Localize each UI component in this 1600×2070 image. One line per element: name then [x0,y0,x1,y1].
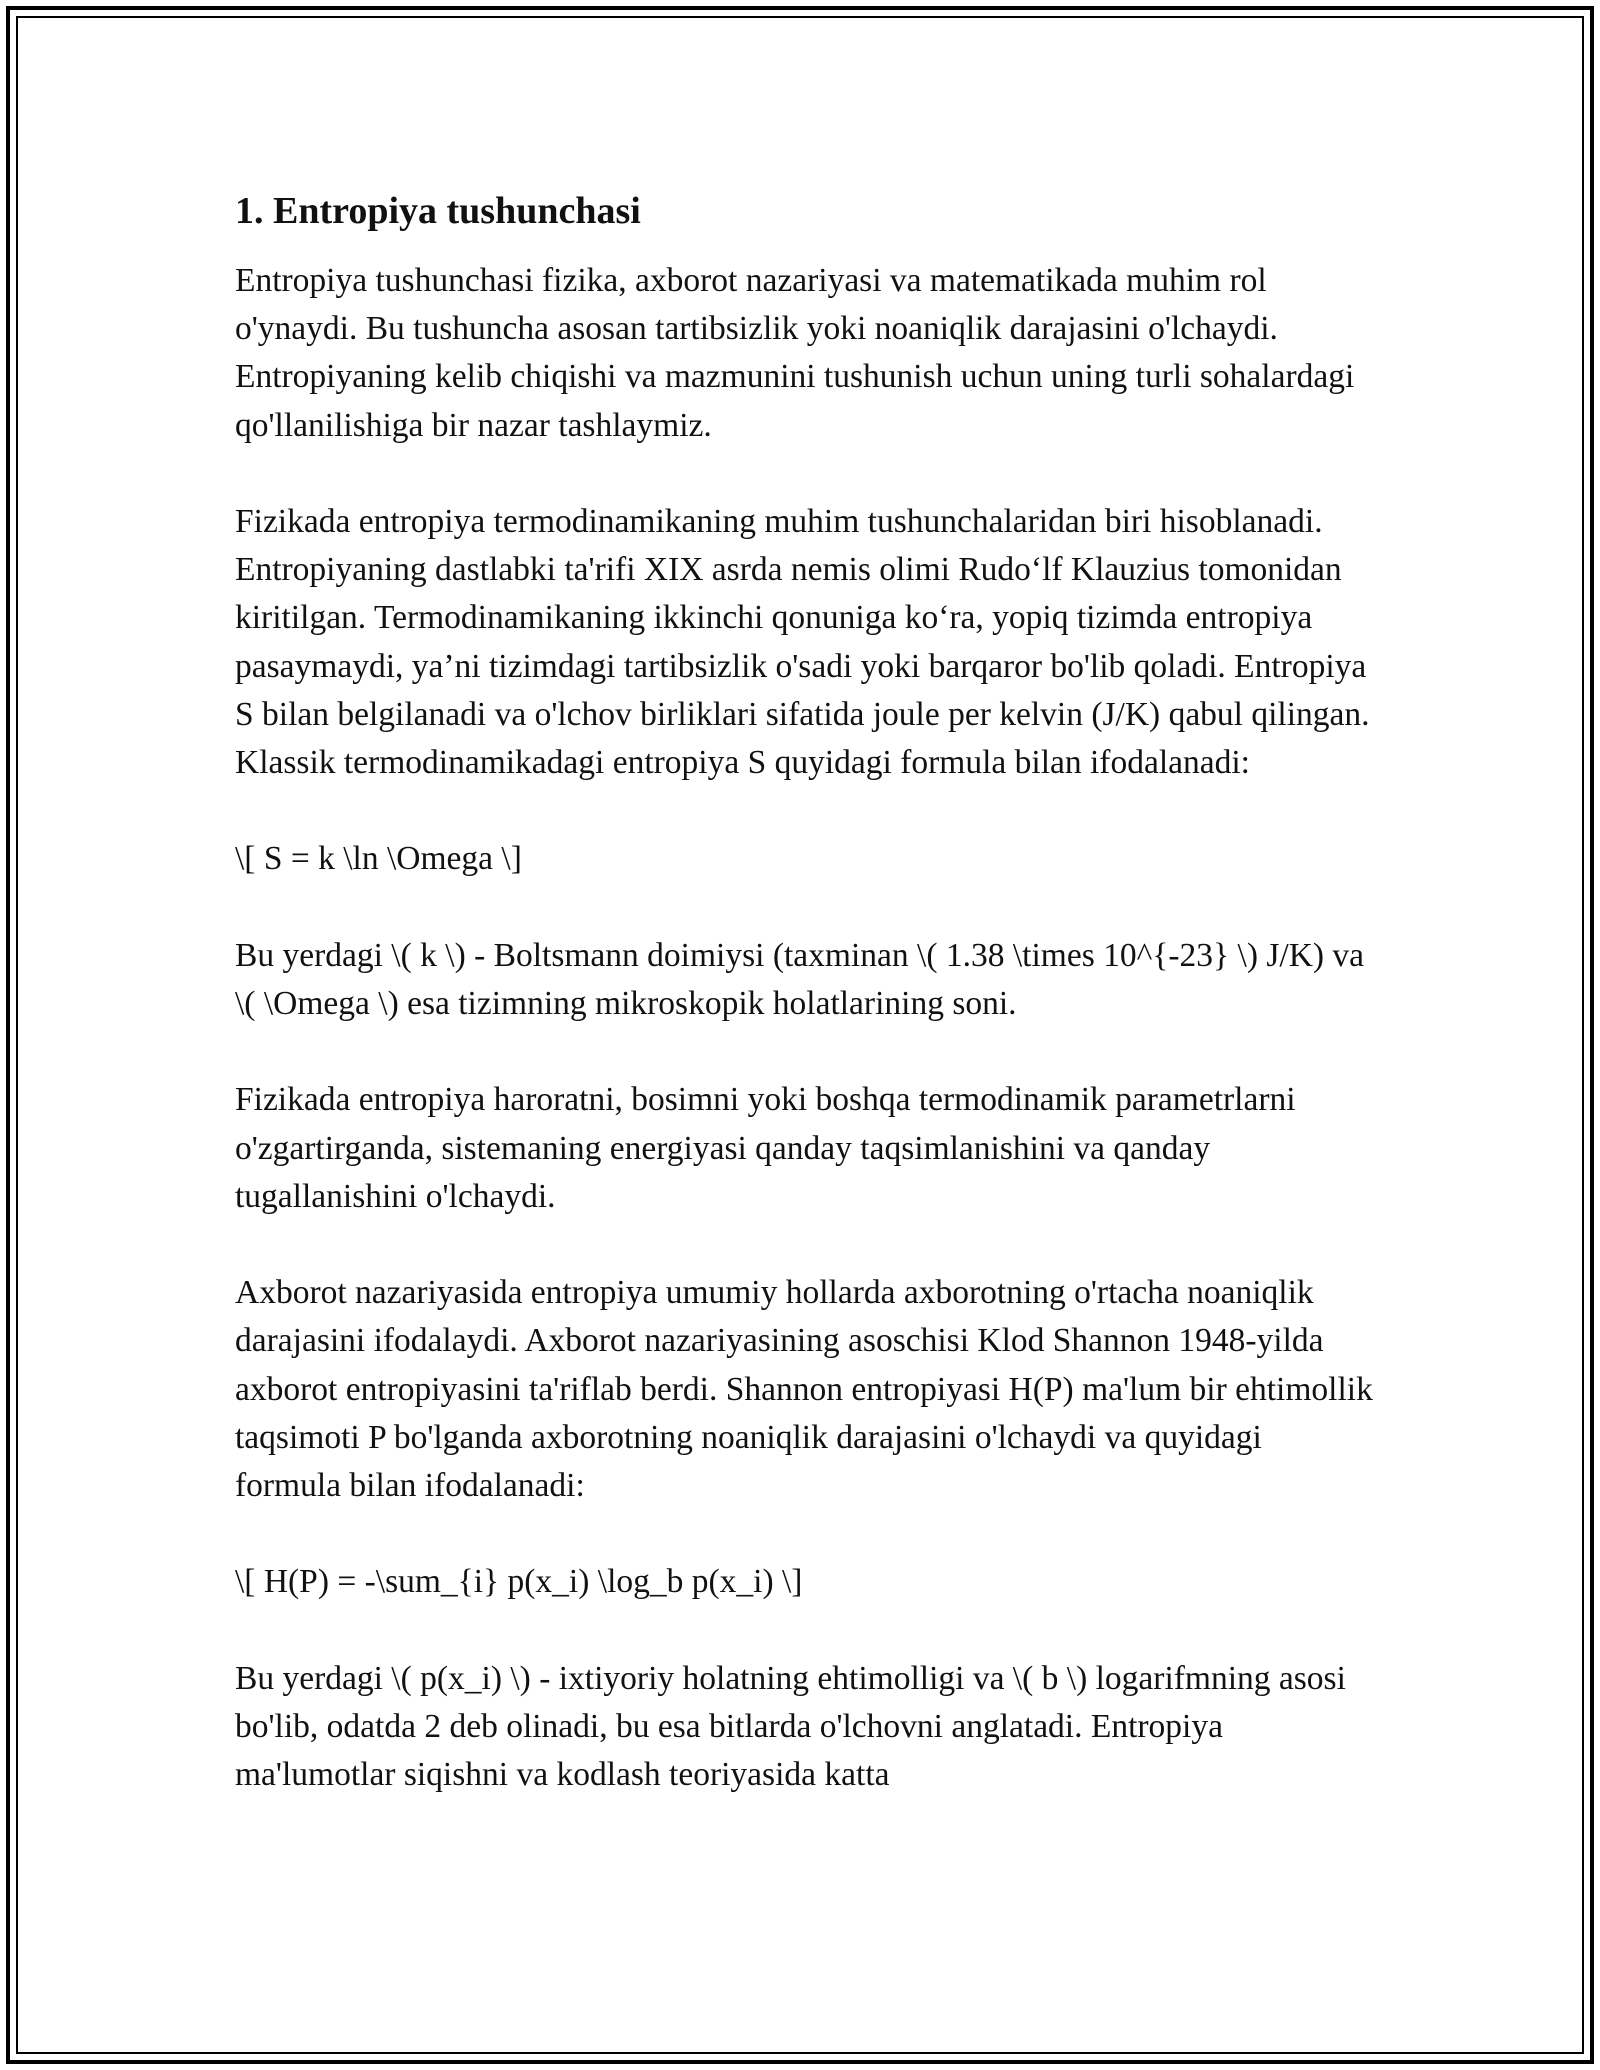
paragraph-intro: Entropiya tushunchasi fizika, axborot nazariyasi va matematikada muhim rol o'ynaydi. Bu tushuncha asosan tartibsizlik yoki noaniqlik darajasini o'lchaydi. Entropiyaning kelib chiqishi va mazmunini tushunish uchun uning turli sohalardagi qo'llanilishiga bir nazar tashlaymiz. [235,262,1355,444]
formula-shannon: \[ H(P) = -\sum_{i} p(x_i) \log_b p(x_i) \] [235,1563,803,1601]
paragraph-boltzmann-explanation: Bu yerdagi \( k \) - Boltsmann doimiysi (taxminan \( 1.38 \times 10^{-23} \) J/K) va \( \Omega \) esa tizimning mikroskopik holatlarining soni. [235,936,1365,1022]
document-body [235,185,1375,1848]
paragraph-shannon-explanation: Bu yerdagi \( p(x_i) \) - ixtiyoriy holatning ehtimolligi va \( b \) logarifmning asosi bo'lib, odatda 2 deb olinadi, bu esa bitlarda o'lchovni anglatadi. Entropiya ma'lumotlar siqishni va kodlash teoriyasida katta [235,1659,1346,1794]
section-heading: 1. Entropiya tushunchasi [235,190,641,232]
paragraph-information-theory: Axborot nazariyasida entropiya umumiy hollarda axborotning o'rtacha noaniqlik darajasini ifodalaydi. Axborot nazariyasining asoschisi Klod Shannon 1948-yilda axborot entropiyasini ta'riflab berdi. Shannon entropiyasi H(P) ma'lum bir ehtimollik taqsimoti P bo'lganda axborotning noaniqlik darajasini o'lchaydi va quyidagi formula bilan ifodalanadi: [235,1274,1373,1504]
paragraph-physics: Fizikada entropiya termodinamikaning muhim tushunchalaridan biri hisoblanadi. Entropiyaning dastlabki ta'rifi XIX asrda nemis olimi Rudo‘lf Klauzius tomonidan kiritilgan. Termodinamikaning ikkinchi qonuniga ko‘ra, yopiq tizimda entropiya pasaymaydi, ya’ni tizimdagi tartibsizlik o'sadi yoki barqaror bo'lib qoladi. Entropiya S bilan belgilanadi va o'lchov birliklari sifatida joule per kelvin (J/K) qabul qilingan. Klassik termodinamikadagi entropiya S quyidagi formula bilan ifodalanadi: [235,503,1370,782]
formula-boltzmann: \[ S = k \ln \Omega \] [235,840,522,878]
paragraph-thermodynamic-parameters: Fizikada entropiya haroratni, bosimni yoki boshqa termodinamik parametrlarni o'zgartirganda, sistemaning energiyasi qanday taqsimlanishini va qanday tugallanishini o'lchaydi. [235,1081,1296,1215]
